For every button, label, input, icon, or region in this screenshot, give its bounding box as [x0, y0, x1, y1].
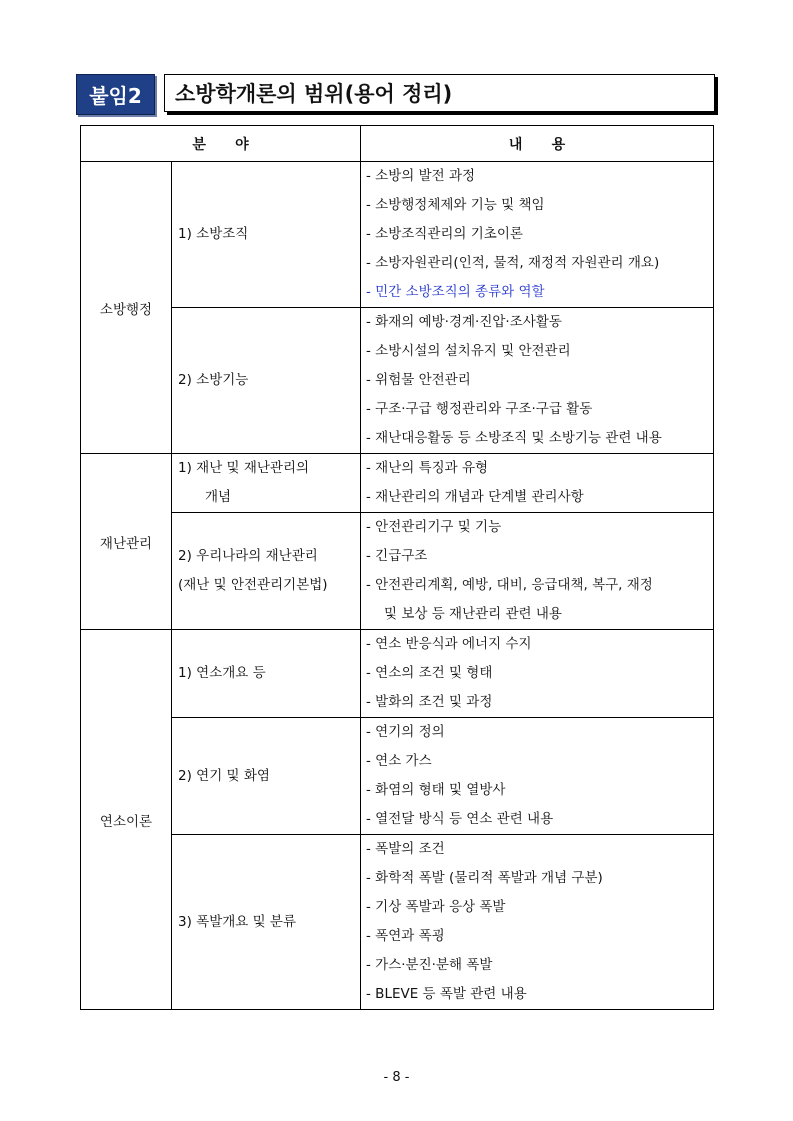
content-item: - 폭연과 폭굉 [366, 928, 445, 944]
content-item: 및 보상 등 재난관리 관련 내용 [384, 606, 562, 622]
content-item: - 화염의 형태 및 열방사 [366, 782, 506, 798]
subcategory-label: 2) 우리나라의 재난관리 [178, 548, 318, 564]
content-item: - 발화의 조건 및 과정 [366, 694, 493, 710]
table-row [81, 162, 714, 308]
content-item: - 민간 소방조직의 종류와 역할 [366, 284, 545, 300]
subcategory-cell [172, 454, 361, 513]
table-row [81, 513, 714, 630]
content-item: - 기상 폭발과 응상 폭발 [366, 899, 506, 915]
subcategory-label: 1) 소방조직 [178, 226, 249, 242]
subcategory-cell [172, 718, 361, 835]
content-item: - 안전관리기구 및 기능 [366, 519, 502, 535]
subcategory-label: (재난 및 안전관리기본법) [178, 577, 328, 593]
content-item: - 연소의 조건 및 형태 [366, 665, 493, 681]
content-item: - 소방시설의 설치유지 및 안전관리 [366, 343, 571, 359]
content-cell [361, 513, 714, 630]
page-number: - 8 - [383, 1070, 410, 1085]
content-item: - 안전관리계획, 예방, 대비, 응급대책, 복구, 재정 [366, 577, 653, 593]
content-item: - 재난대응활동 등 소방조직 및 소방기능 관련 내용 [366, 430, 662, 446]
page-title: 소방학개론의 범위(용어 정리) [164, 74, 715, 112]
category-cell: 소방행정 [81, 162, 172, 454]
scope-table [80, 125, 714, 1010]
content-item: - 구조·구급 행정관리와 구조·구급 활동 [366, 401, 593, 417]
content-item: - 소방의 발전 과정 [366, 168, 476, 184]
subcategory-cell [172, 630, 361, 718]
attachment-badge: 붙임2 [76, 74, 155, 115]
subcategory-cell [172, 835, 361, 1010]
subcategory-label: 2) 연기 및 화염 [178, 767, 270, 784]
subcategory-label: 3) 폭발개요 및 분류 [178, 913, 297, 930]
table-row [81, 308, 714, 454]
content-item: - 소방자원관리(인적, 물적, 재정적 자원관리 개요) [366, 255, 660, 271]
content-cell [361, 630, 714, 718]
content-cell [361, 162, 714, 308]
content-item: - 화학적 폭발 (물리적 폭발과 개념 구분) [366, 870, 603, 886]
content-item: - 소방행정체제와 기능 및 책임 [366, 197, 545, 213]
content-cell [361, 718, 714, 835]
content-item: - 위험물 안전관리 [366, 372, 471, 388]
content-item: - 소방조직관리의 기초이론 [366, 226, 523, 242]
content-item: - 열전달 방식 등 연소 관련 내용 [366, 811, 554, 827]
content-cell [361, 308, 714, 454]
subcategory-cell [172, 162, 361, 308]
table-row [81, 835, 714, 1010]
content-item: - 연소 반응식과 에너지 수지 [366, 636, 532, 652]
table-row [81, 718, 714, 835]
table-body [81, 162, 714, 1010]
content-item: - 연기의 정의 [366, 724, 445, 740]
header-field: 분 야 [81, 126, 361, 162]
table-row [81, 454, 714, 513]
subcategory-label: 1) 연소개요 등 [178, 665, 266, 681]
content-item: - 폭발의 조건 [366, 841, 445, 857]
subcategory-cell [172, 308, 361, 454]
subcategory-label: 1) 재난 및 재난관리의 [178, 460, 310, 476]
category-cell: 재난관리 [81, 454, 172, 630]
table-row [81, 630, 714, 718]
content-item: - 긴급구조 [366, 548, 428, 564]
content-cell [361, 835, 714, 1010]
subcategory-label: 2) 소방기능 [178, 372, 249, 388]
subcategory-cell [172, 513, 361, 630]
table-header-row [81, 126, 714, 162]
content-item: - 재난관리의 개념과 단계별 관리사항 [366, 489, 584, 505]
document-title-bar [76, 74, 718, 116]
header-content: 내 용 [361, 126, 714, 162]
content-item: - 재난의 특징과 유형 [366, 460, 489, 476]
content-item: - 연소 가스 [366, 753, 432, 769]
content-item: - BLEVE 등 폭발 관련 내용 [366, 986, 527, 1002]
content-item: - 가스·분진·분해 폭발 [366, 957, 493, 973]
content-item: - 화재의 예방·경계·진압·조사활동 [366, 314, 562, 330]
content-cell [361, 454, 714, 513]
subcategory-label: 개념 [205, 489, 232, 505]
category-cell: 연소이론 [81, 630, 172, 1010]
